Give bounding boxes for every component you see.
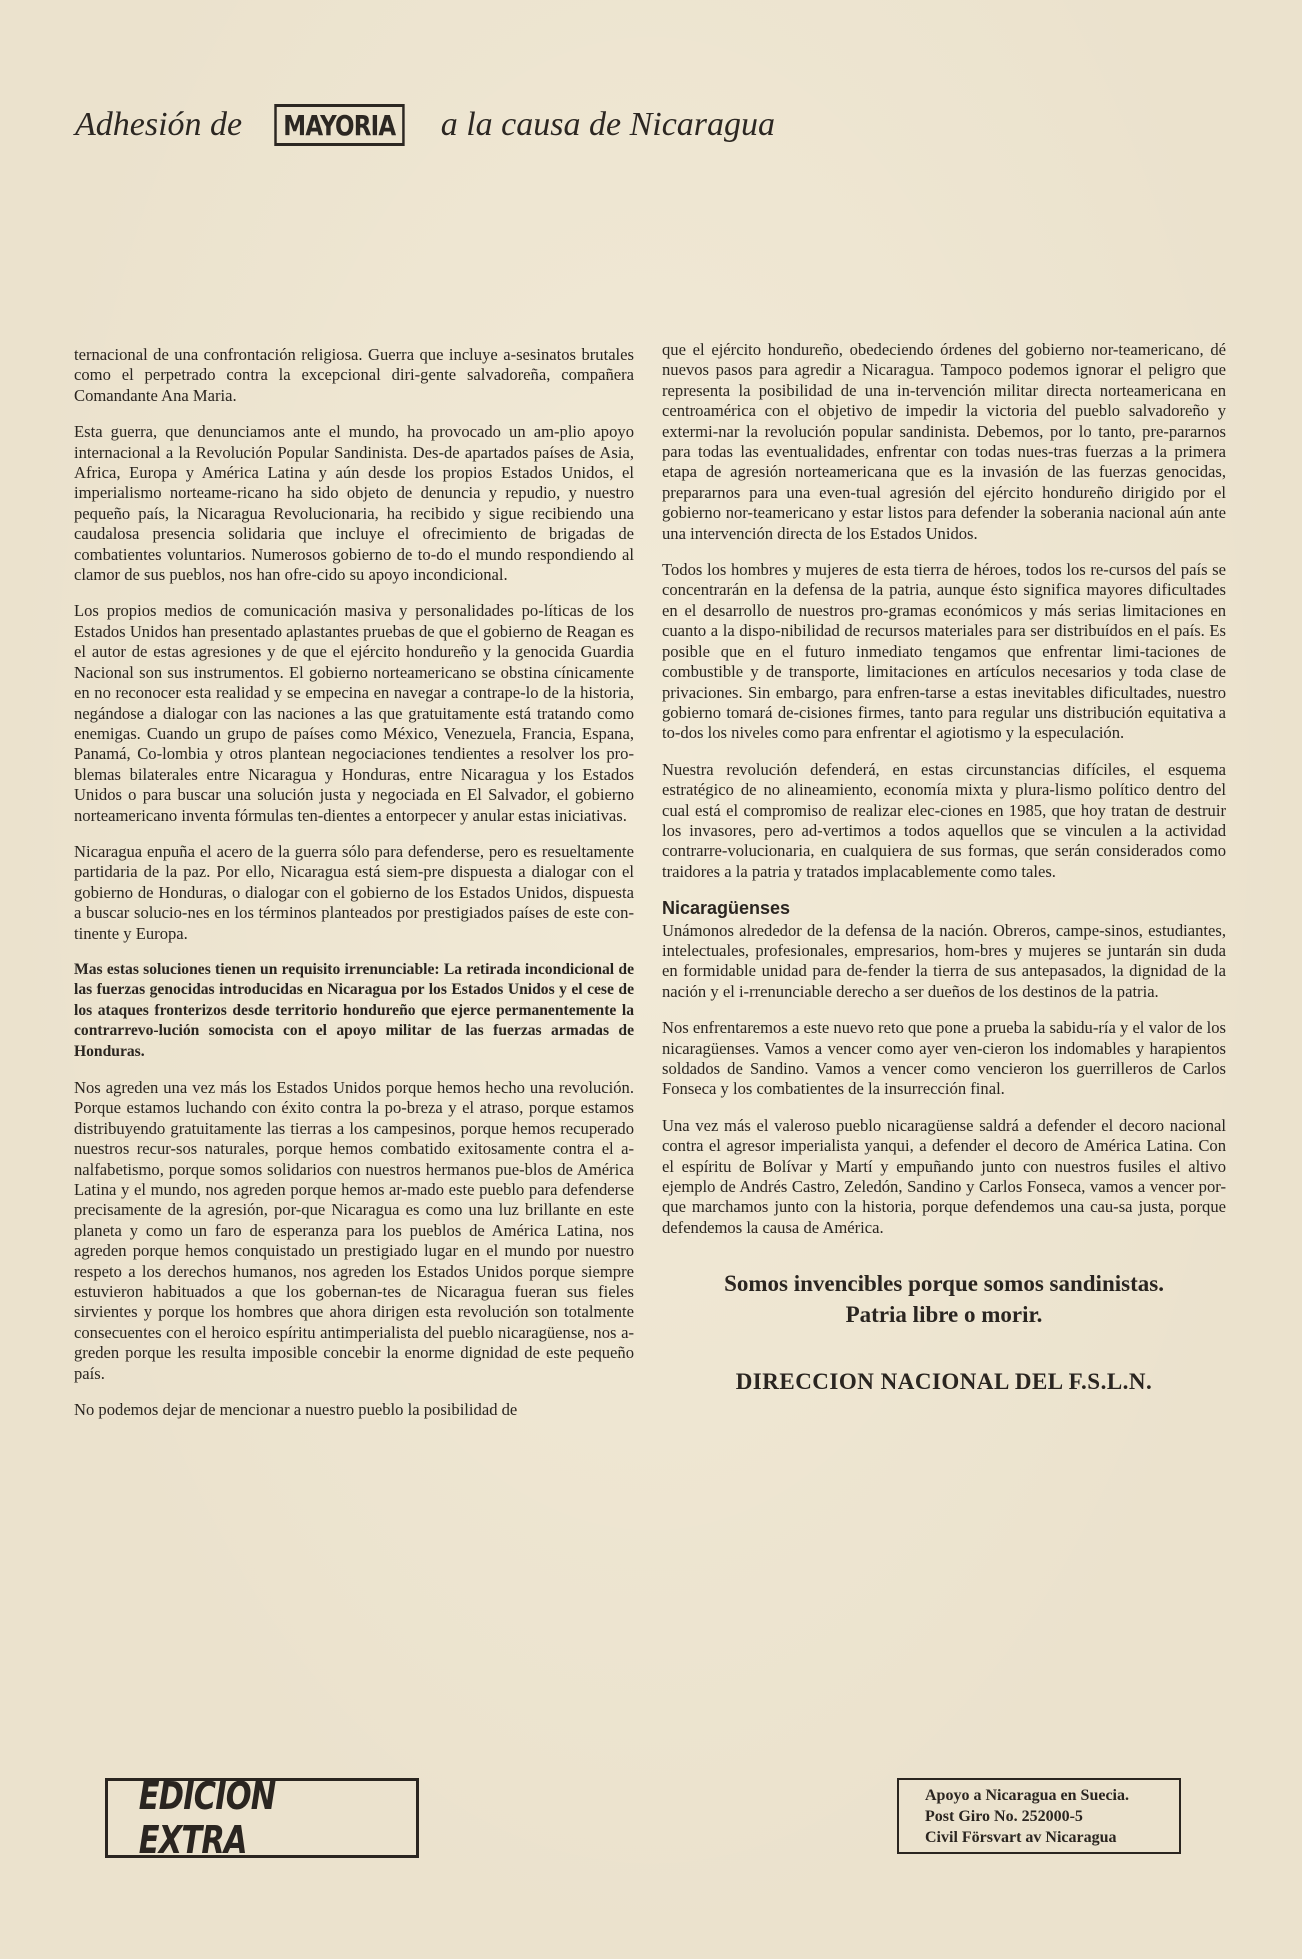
left-paragraph-1: ternacional de una confrontación religiosa. Guerra que incluye a-sesinatos brutales como el perpetrado contra la excepcional diri-gente salvadoreña, compañera Comandante Ana Maria. <box>74 345 634 405</box>
section-heading-nicaraguenses: Nicaragüenses <box>662 898 791 919</box>
slogan-line-1: Somos invencibles porque somos sandinistas. <box>724 1271 1164 1297</box>
edicion-extra-box <box>105 1774 419 1862</box>
right-paragraph-3: Nuestra revolución defenderá, en estas circunstancias difíciles, el esquema estratégico de no alineamiento, economía mixta y plura-lismo político dentro del cual está el compromiso de realizar elec-ciones en 1985, que hoy tratan de destruir los invasores, pero ad-vertimos a todos aquellos que se vinculen a la actividad contrarre-volucionaria, en cualquiera de sus formas, que serán considerados como traidores a la patria y tratados implacablemente como tales. <box>662 759 1226 881</box>
title-prefix: Adhesión de <box>75 106 243 143</box>
right-paragraph-2: Todos los hombres y mujeres de esta tierra de héroes, todos los re-cursos del país se concentrarán en la defensa de la patria, aunque ésto significa mayores dificultades en el desarrollo de nuestros pro-gramas económicos y más serias limitaciones en cuanto a la dispo-nibilidad de recursos materiales para ser distribuídos en el país. Es posible que en el futuro inmediato tengamos que enfrentar limi-taciones de combustible y de transporte, limitaciones en artículos necesarios y toda clase de privaciones. Sin embargo, para enfren-tarse a estas inevitables dificultades, nuestro gobierno tomará de-cisiones firmes, tanto para regular uns distribución equitativa a to-dos los niveles como para enfrentar el agiotismo y la especulación. <box>662 560 1226 743</box>
nicaraguenses-paragraph-2: Nos enfrentaremos a este nuevo reto que pone a prueba la sabidu-ría y el valor de los nicaragüenses. Vamos a vencer como ayer ven-cieron los indomables y harapientos soldados de Sandino. Vamos a vencer como vencieron los guerrilleros de Carlos Fonseca y los combatientes de la insurrección final. <box>662 1018 1226 1099</box>
nicaraguenses-paragraph-1: Unámonos alrededor de la defensa de la nación. Obreros, campe-sinos, estudiantes, intelectuales, profesionales, empresarios, hom-bres y mujeres se juntarán sin duda en formidable unidad para de-fender la tierra de sus antepasados, la dignidad de la nación y el i-rrenunciable derecho a ser dueños de los destinos de la patria. <box>662 920 1226 1001</box>
support-line-3: Civil Försvart av Nicaragua <box>925 1829 1117 1846</box>
left-paragraph-7: No podemos dejar de mencionar a nuestro pueblo la posibilidad de <box>74 1400 518 1420</box>
support-line-1: Apoyo a Nicaragua en Suecia. <box>925 1787 1129 1804</box>
edicion-extra-label: EDICION EXTRA <box>138 1774 276 1862</box>
mayoria-logo: MAYORIA <box>274 104 404 146</box>
support-box <box>897 1778 1181 1854</box>
left-paragraph-3: Los propios medios de comunicación masiva y personalidades po-líticas de los Estados Unidos han presentado aplastantes pruebas de que el gobierno de Reagan es el autor de estas agresiones y de que el ejército hondureño y la genocida Guardia Nacional son sus instrumentos. El gobierno norteamericano se obstina cínicamente en no reconocer esta realidad y se empecina en navegar a contrape-lo de la historia, negándose a dialogar con las naciones a las que gratuitamente está tratando como enemigas. Cuando un grupo de países como México, Venezuela, Francia, Espana, Panamá, Co-lombia y otros plantean negociaciones tendientes a resolver los pro-blemas bilaterales entre Nicaragua y Honduras, entre Nicaragua y los Estados Unidos o para buscar una solución justa y negociada en El Salvador, el gobierno norteamericano inventa fórmulas ten-dientes a entorpecer y anular estas iniciativas. <box>74 601 634 825</box>
slogan <box>662 1268 1226 1330</box>
left-paragraph-5-bold: Mas estas soluciones tienen un requisito irrenunciable: La retirada incondicional de las fuerzas genocidas introducidas en Nicaragua por los Estados Unidos y el cese de los ataques fronterizos desde territorio hondureño que ejerce permanentemente la contrarrevo-lución somocista con el apoyo militar de las fuerzas armadas de Honduras. <box>74 960 634 1060</box>
page-title <box>75 100 775 150</box>
slogan-line-2: Patria libre o morir. <box>845 1302 1043 1328</box>
title-suffix: a la causa de Nicaragua <box>440 106 776 143</box>
left-paragraph-2: Esta guerra, que denunciamos ante el mundo, ha provocado un am-plio apoyo internacional a la Revolución Popular Sandinista. Des-de apartados países de Asia, Africa, Europa y América Latina y aún desde los propios Estados Unidos, el imperialismo norteame-ricano ha sido objeto de denuncia y repudio, y nuestro pequeño país, la Nicaragua Revolucionaria, ha recibido y sigue recibiendo una caudalosa presencia solidaria que incluye el ofrecimiento de brigadas de combatientes voluntarios. Numerosos gobierno de to-do el mundo respondiendo al clamor de sus pueblos, nos han ofre-cido su apoyo incondicional. <box>74 422 634 585</box>
right-column <box>662 340 1226 1393</box>
signature: DIRECCION NACIONAL DEL F.S.L.N. <box>735 1369 1153 1395</box>
right-paragraph-1: que el ejército hondureño, obedeciendo órdenes del gobierno nor-teamericano, dé nuevos pasos para agredir a Nicaragua. Tampoco podemos ignorar el peligro que representa la posibilidad de una in-tervención militar directa norteamericana en centroamérica con el objetivo de impedir la victoria del pueblo salvadoreño y extermi-nar la revolución popular sandinista. Debemos, por lo tanto, pre-pararnos para todas las eventualidades, enfrentar con todas nues-tras fuerzas a la primera etapa de agresión norteamericana que es la invasión de las fuerzas genocidas, prepararnos para una even-tual agresión del ejército hondureño dirigido por el gobierno nor-teamericano y estar listos para defender la soberania nacional aún ante una intervención directa de los Estados Unidos. <box>662 340 1226 543</box>
left-paragraph-4: Nicaragua enpuña el acero de la guerra sólo para defenderse, pero es resueltamente partidaria de la paz. Por ello, Nicaragua está siem-pre dispuesta a dialogar con el gobierno de Honduras, o dialogar con el gobierno de los Estados Unidos, dispuesta a buscar solucio-nes en los términos planteados por prestigiados países de este con-tinente y Europa. <box>74 841 634 943</box>
nicaraguenses-paragraph-3: Una vez más el valeroso pueblo nicaragüense saldrá a defender el decoro nacional contra el agresor imperialista yanqui, a defender el decoro de América Latina. Con el espíritu de Bolívar y Martí y empuñando junto con nuestros fusiles el altivo ejemplo de Andrés Castro, Zeledón, Sandino y Carlos Fonseca, vamos a vencer por-que marchamos junto con la historia, porque defendemos una cau-sa justa, porque defendemos la causa de América. <box>662 1115 1226 1237</box>
left-paragraph-6: Nos agreden una vez más los Estados Unidos porque hemos hecho una revolución. Porque estamos luchando con éxito contra la po-breza y el atraso, porque estamos distribuyendo gratuitamente las tierras a los campesinos, porque hemos recuperado nuestros recur-sos naturales, porque hemos combatido exitosamente contra el a-nalfabetismo, porque somos solidarios con nuestros hermanos pue-blos de América Latina y el mundo, nos agreden porque hemos ar-mado este pueblo para defenderse precisamente de la agresión, por-que Nicaragua es como una luz brillante en este planeta y como un faro de esperanza para los pueblos de América Latina, nos agreden porque hemos conquistado un prestigiado lugar en el mundo por nuestro respeto a los derechos humanos, nos agreden los Estados Unidos porque siempre estuvieron habituados a que los gobernan-tes de Nicaragua fueran sus fieles sirvientes y porque los hombres que ahora dirigen esta revolución son totalmente consecuentes con el heroico espíritu antimperialista del pueblo nicaragüense, nos a-greden porque les resulta imposible concebir la enorme dignidad de este pequeño país. <box>74 1078 634 1383</box>
support-line-2: Post Giro No. 252000-5 <box>925 1808 1083 1825</box>
left-column <box>74 345 634 1437</box>
